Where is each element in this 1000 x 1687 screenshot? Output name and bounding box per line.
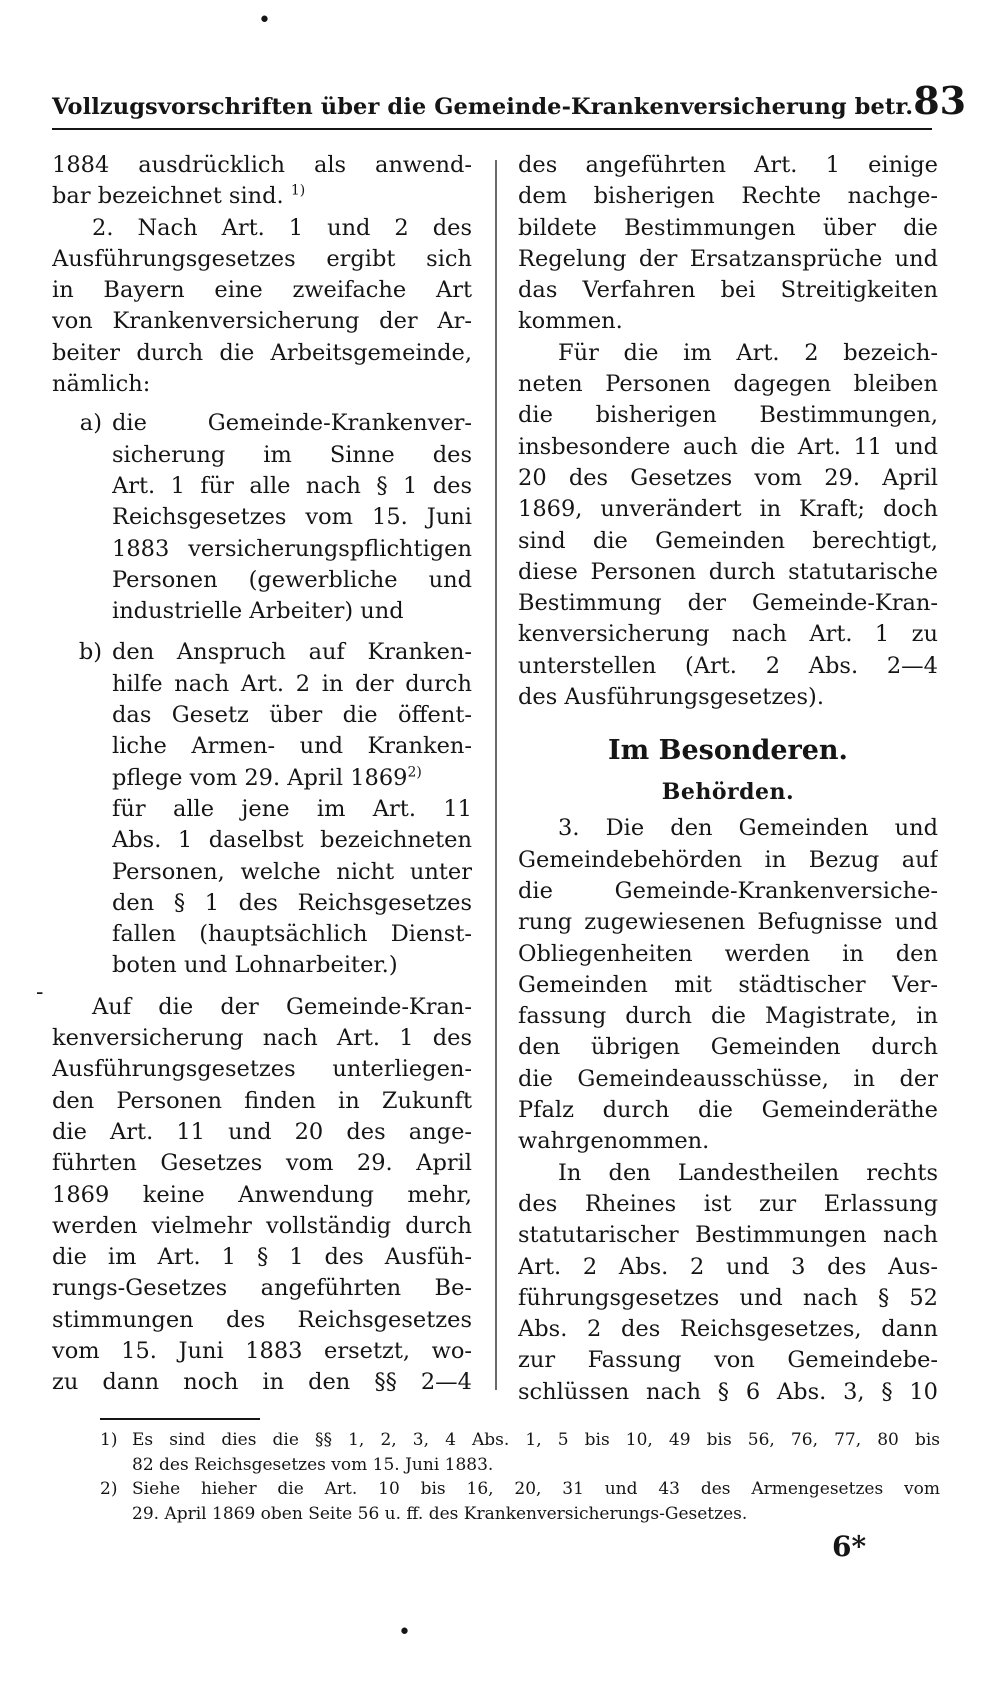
right-paragraph-2 bbox=[518, 338, 938, 714]
text-line: 1869, unverändert in Kraft; doch bbox=[518, 496, 938, 523]
text-line: kommen. bbox=[518, 308, 623, 335]
text-line: Es sind dies die §§ 1, 2, 3, 4 Abs. 1, 5 bis 10, 49 bis 56, 76, 77, 80 bis bbox=[132, 1430, 940, 1450]
text-line: Für die im Art. 2 bezeich- bbox=[558, 339, 938, 366]
text-line: den Anspruch auf Kranken- bbox=[112, 639, 472, 666]
text-line: Pfalz durch die Gemeinderäthe bbox=[518, 1097, 938, 1124]
text-line: zu dann noch in den §§ 2—4 bbox=[52, 1369, 472, 1396]
list-item-body bbox=[112, 637, 472, 981]
right-paragraph-3 bbox=[518, 813, 938, 1157]
footnote-mark: 1) bbox=[100, 1430, 118, 1450]
list-item-a bbox=[52, 408, 472, 627]
text-line: unterstellen (Art. 2 Abs. 2—4 bbox=[518, 652, 938, 679]
text-line: 2. Nach Art. 1 und 2 des bbox=[92, 214, 472, 241]
text-line: Art. 1 für alle nach § 1 des bbox=[112, 472, 472, 499]
section-heading: Im Besonderen. bbox=[608, 735, 848, 767]
text-line: stimmungen des Reichsgesetzes bbox=[52, 1306, 472, 1333]
footnote-mark: 2) bbox=[100, 1479, 118, 1499]
text-line: 1869 keine Anwendung mehr, bbox=[52, 1181, 472, 1208]
text-line: diese Personen durch statutarische bbox=[518, 558, 938, 585]
text-line: sicherung im Sinne des bbox=[112, 441, 472, 468]
footnote-ref-2: 2) bbox=[407, 764, 422, 781]
list-marker: a) bbox=[79, 410, 102, 437]
text-line: die im Art. 1 § 1 des Ausfüh- bbox=[52, 1244, 472, 1271]
text-segment: bar bezeichnet sind. bbox=[52, 183, 284, 210]
text-line: nämlich: bbox=[52, 371, 151, 398]
text-line: des angeführten Art. 1 einige bbox=[518, 152, 938, 178]
header-rule bbox=[52, 128, 932, 130]
text-line: führungsgesetzes und nach § 52 bbox=[518, 1284, 938, 1311]
text-line: für alle jene im Art. 11 bbox=[112, 795, 472, 822]
right-column bbox=[518, 150, 938, 1408]
text-line: die Gemeinde-Krankenversiche- bbox=[518, 877, 938, 904]
text-line: werden vielmehr vollständig durch bbox=[52, 1212, 472, 1239]
footnote-text bbox=[132, 1477, 940, 1526]
page-number: 83 bbox=[913, 78, 967, 123]
text-line: führten Gesetzes vom 29. April bbox=[52, 1150, 472, 1177]
text-line: von Krankenversicherung der Ar- bbox=[52, 308, 472, 335]
list-item-body bbox=[112, 408, 472, 627]
footnote-text bbox=[132, 1428, 940, 1477]
text-line: Ausführungsgesetzes ergibt sich bbox=[52, 245, 472, 272]
text-line: 20 des Gesetzes vom 29. April bbox=[518, 464, 938, 491]
text-line: insbesondere auch die Art. 11 und bbox=[518, 433, 938, 460]
text-line: die Gemeindeausschüsse, in der bbox=[518, 1065, 938, 1092]
text-line: 1884 ausdrücklich als anwend- bbox=[52, 152, 472, 178]
text-line: wahrgenommen. bbox=[518, 1128, 710, 1155]
signature-mark: 6* bbox=[832, 1530, 867, 1563]
text-line: beiter durch die Arbeitsgemeinde, bbox=[52, 339, 472, 366]
text-line: dem bisherigen Rechte nachge- bbox=[518, 183, 938, 210]
text-line: Gemeindebehörden in Bezug auf bbox=[518, 846, 938, 873]
text-line: Bestimmung der Gemeinde-Kran- bbox=[518, 590, 938, 617]
text-line: die bisherigen Bestimmungen, bbox=[518, 402, 938, 429]
text-line: Auf die der Gemeinde-Kran- bbox=[92, 993, 472, 1020]
stray-mark-top: • bbox=[258, 8, 271, 33]
footnotes bbox=[100, 1428, 940, 1526]
text-line: Regelung der Ersatzansprüche und bbox=[518, 245, 938, 272]
left-column bbox=[52, 150, 472, 1399]
text-line bbox=[52, 181, 472, 212]
left-paragraph-2 bbox=[52, 213, 472, 401]
right-paragraph-1 bbox=[518, 150, 938, 338]
running-title: Vollzugsvorschriften über die Gemeinde-Krankenversicherung betr. bbox=[52, 94, 914, 120]
text-line: schlüssen nach § 6 Abs. 3, § 10 bbox=[518, 1378, 938, 1405]
text-line: Gemeinden mit städtischer Ver- bbox=[518, 971, 938, 998]
text-segment: pflege vom 29. April 1869 bbox=[112, 764, 408, 791]
column-divider bbox=[495, 160, 497, 1390]
text-line: vom 15. Juni 1883 ersetzt, wo- bbox=[52, 1337, 472, 1364]
text-line: kenversicherung nach Art. 1 des bbox=[52, 1025, 472, 1052]
stray-mark-left: - bbox=[36, 980, 44, 1005]
text-line: boten und Lohnarbeiter.) bbox=[112, 952, 398, 979]
text-line: sind die Gemeinden berechtigt, bbox=[518, 527, 938, 554]
text-line: Reichsgesetzes vom 15. Juni bbox=[112, 504, 472, 531]
text-line: den § 1 des Reichsgesetzes bbox=[112, 889, 472, 916]
text-line: In den Landestheilen rechts bbox=[558, 1159, 938, 1186]
stray-mark-bottom: • bbox=[398, 1620, 411, 1645]
text-line: Abs. 2 des Reichsgesetzes, dann bbox=[518, 1316, 938, 1343]
text-line: kenversicherung nach Art. 1 zu bbox=[518, 621, 938, 648]
text-line: neten Personen dagegen bleiben bbox=[518, 371, 938, 398]
left-paragraph-3 bbox=[52, 992, 472, 1399]
text-line: Personen, welche nicht unter bbox=[112, 858, 472, 885]
text-line: hilfe nach Art. 2 in der durch bbox=[112, 670, 472, 697]
text-line: industrielle Arbeiter) und bbox=[112, 598, 404, 625]
text-line: rungs-Gesetzes angeführten Be- bbox=[52, 1275, 472, 1302]
text-line: 3. Die den Gemeinden und bbox=[558, 815, 938, 842]
text-line: fassung durch die Magistrate, in bbox=[518, 1003, 938, 1030]
section-subheading: Behörden. bbox=[661, 779, 795, 806]
text-line: des Ausführungsgesetzes). bbox=[518, 684, 824, 711]
page-header bbox=[52, 78, 967, 126]
text-line: bildete Bestimmungen über die bbox=[518, 214, 938, 241]
text-line: Personen (gewerbliche und bbox=[112, 566, 472, 593]
text-line: Ausführungsgesetzes unterliegen- bbox=[52, 1056, 472, 1083]
left-paragraph-1 bbox=[52, 150, 472, 213]
footnote-2 bbox=[100, 1477, 940, 1526]
text-line: rung zugewiesenen Befugnisse und bbox=[518, 909, 938, 936]
text-line: Siehe hieher die Art. 10 bis 16, 20, 31 und 43 des Armengesetzes vom bbox=[132, 1479, 940, 1499]
text-line: den übrigen Gemeinden durch bbox=[518, 1034, 938, 1061]
text-line: des Rheines ist zur Erlassung bbox=[518, 1190, 938, 1217]
text-line: 1883 versicherungspflichtigen bbox=[112, 535, 472, 562]
footnote-rule bbox=[100, 1418, 260, 1420]
text-line: statutarischer Bestimmungen nach bbox=[518, 1222, 938, 1249]
text-line: den Personen finden in Zukunft bbox=[52, 1087, 472, 1114]
list-marker: b) bbox=[78, 639, 102, 666]
right-paragraph-4 bbox=[518, 1158, 938, 1408]
text-line: die Gemeinde-Krankenver- bbox=[112, 410, 472, 437]
text-line: das Verfahren bei Streitigkeiten bbox=[518, 277, 938, 304]
text-line: 82 des Reichsgesetzes vom 15. Juni 1883. bbox=[132, 1454, 494, 1475]
text-line: Art. 2 Abs. 2 und 3 des Aus- bbox=[518, 1253, 938, 1280]
text-line: zur Fassung von Gemeindebe- bbox=[518, 1347, 938, 1374]
text-line: die Art. 11 und 20 des ange- bbox=[52, 1118, 472, 1145]
text-line: 29. April 1869 oben Seite 56 u. ff. des Krankenversicherungs-Gesetzes. bbox=[132, 1503, 748, 1524]
footnote-1 bbox=[100, 1428, 940, 1477]
text-line: in Bayern eine zweifache Art bbox=[52, 277, 472, 304]
text-line: liche Armen- und Kranken- bbox=[112, 733, 472, 760]
list-item-b bbox=[52, 637, 472, 981]
text-line: Obliegenheiten werden in den bbox=[518, 940, 938, 967]
text-line: fallen (hauptsächlich Dienst- bbox=[112, 921, 472, 948]
text-line bbox=[112, 763, 472, 794]
text-line: das Gesetz über die öffent- bbox=[112, 702, 472, 729]
text-line: Abs. 1 daselbst bezeichneten bbox=[112, 827, 472, 854]
footnote-ref-1: 1) bbox=[290, 182, 306, 199]
